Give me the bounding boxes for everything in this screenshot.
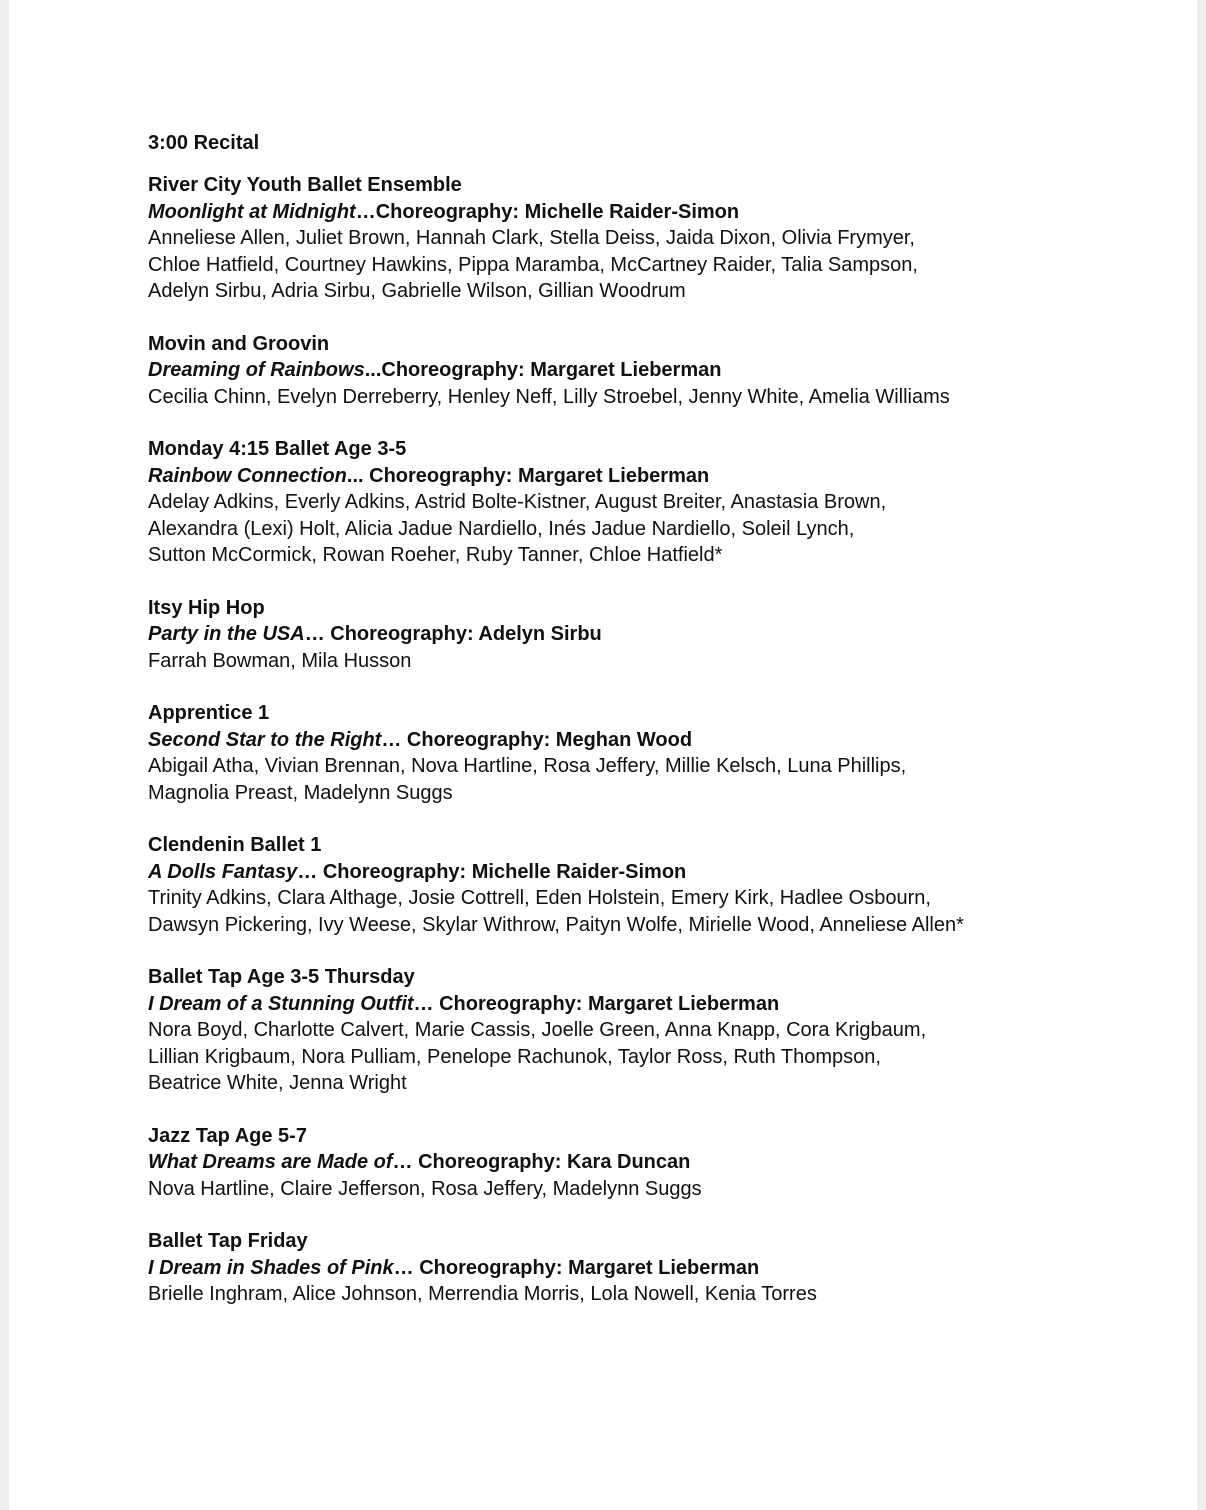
choreography-credit: Choreography: Meghan Wood: [406, 728, 693, 751]
group-name: Monday 4:15 Ballet Age 3-5: [148, 438, 407, 460]
recital-title: 3:00 Recital: [148, 132, 260, 154]
dancer-list: [148, 753, 1158, 806]
piece-title: Moonlight at Midnight: [148, 200, 356, 223]
piece-line: [148, 859, 1158, 886]
choreography-credit: Choreography: Margaret Lieberman: [369, 464, 710, 487]
piece-line: [148, 727, 1158, 754]
piece-separator: …: [297, 860, 323, 883]
piece-separator: …: [392, 1151, 419, 1173]
dancer-list: [148, 1176, 1158, 1203]
dancer-line: Beatrice White, Jenna Wright: [148, 1072, 407, 1094]
dancer-line: Lillian Krigbaum, Nora Pulliam, Penelope Rachunok, Taylor Ross, Ruth Thompson,: [148, 1045, 881, 1068]
dancer-line: Cecilia Chinn, Evelyn Derreberry, Henley Neff, Lilly Stroebel, Jenny White, Amelia Williams: [148, 385, 950, 408]
piece-line: [148, 621, 1158, 648]
dancer-line: Trinity Adkins, Clara Althage, Josie Cottrell, Eden Holstein, Emery Kirk, Hadlee Osbourn,: [148, 887, 931, 909]
dancer-list: [148, 885, 1158, 938]
piece-separator: ...: [346, 464, 370, 487]
dancer-line: Alexandra (Lexi) Holt, Alicia Jadue Nardiello, Inés Jadue Nardiello, Soleil Lynch,: [148, 517, 855, 540]
choreography-credit: Choreography: Margaret Lieberman: [419, 1256, 760, 1279]
piece-separator: …: [413, 992, 440, 1015]
group-name: Apprentice 1: [148, 702, 270, 724]
program-section: [148, 595, 1158, 675]
piece-title: What Dreams are Made of: [148, 1151, 393, 1173]
piece-separator: …: [381, 728, 407, 751]
piece-separator: …: [304, 623, 331, 645]
piece-title: I Dream in Shades of Pink: [148, 1256, 394, 1279]
dancer-line: Adelay Adkins, Everly Adkins, Astrid Bolte-Kistner, August Breiter, Anastasia Brown,: [148, 491, 887, 513]
program-section: [148, 172, 1158, 305]
dancer-line: Brielle Inghram, Alice Johnson, Merrendia Morris, Lola Nowell, Kenia Torres: [148, 1283, 817, 1305]
dancer-list: [148, 1017, 1158, 1097]
dancer-list: [148, 225, 1158, 305]
program-section: [148, 700, 1158, 806]
dancer-line: Anneliese Allen, Juliet Brown, Hannah Clark, Stella Deiss, Jaida Dixon, Olivia Frymyer,: [148, 227, 915, 249]
dancer-line: Farrah Bowman, Mila Husson: [148, 649, 412, 672]
dancer-list: [148, 384, 1158, 411]
program-section: [148, 1228, 1158, 1308]
choreography-credit: Choreography: Adelyn Sirbu: [330, 623, 602, 645]
program-sections: [148, 172, 1158, 1308]
document-page: [9, 0, 1197, 1510]
dancer-line: Chloe Hatfield, Courtney Hawkins, Pippa Maramba, McCartney Raider, Talia Sampson,: [148, 253, 918, 276]
choreography-credit: Choreography: Michelle Raider-Simon: [322, 860, 687, 883]
program-section: [148, 331, 1158, 411]
choreography-credit: Choreography: Margaret Lieberman: [381, 359, 722, 381]
piece-title: Second Star to the Right: [148, 728, 382, 751]
piece-title: I Dream of a Stunning Outfit: [148, 992, 414, 1015]
piece-title: Dreaming of Rainbows: [148, 359, 365, 381]
group-name: Ballet Tap Friday: [148, 1230, 308, 1252]
piece-title: Rainbow Connection: [148, 464, 347, 487]
piece-separator: …: [355, 200, 376, 223]
piece-line: [148, 199, 1158, 226]
dancer-line: Dawsyn Pickering, Ivy Weese, Skylar Withrow, Paityn Wolfe, Mirielle Wood, Anneliese Allen*: [148, 913, 964, 936]
dancer-list: [148, 1281, 1158, 1308]
piece-separator: ...: [364, 359, 382, 381]
group-name: Itsy Hip Hop: [148, 596, 265, 619]
group-name: Clendenin Ballet 1: [148, 834, 322, 856]
dancer-line: Nora Boyd, Charlotte Calvert, Marie Cassis, Joelle Green, Anna Knapp, Cora Krigbaum,: [148, 1019, 927, 1041]
dancer-line: Magnolia Preast, Madelynn Suggs: [148, 781, 453, 804]
piece-line: [148, 1149, 1158, 1176]
program-section: [148, 436, 1158, 569]
group-name: Movin and Groovin: [148, 332, 330, 355]
program-section: [148, 964, 1158, 1097]
recital-program: [148, 130, 1158, 1334]
choreography-credit: Choreography: Kara Duncan: [418, 1151, 691, 1173]
piece-line: [148, 463, 1158, 490]
group-name: River City Youth Ballet Ensemble: [148, 174, 462, 196]
dancer-line: Sutton McCormick, Rowan Roeher, Ruby Tanner, Chloe Hatfield*: [148, 544, 723, 566]
group-name: Jazz Tap Age 5-7: [148, 1124, 307, 1147]
choreography-credit: Choreography: Margaret Lieberman: [439, 992, 780, 1015]
piece-title: Party in the USA: [148, 623, 305, 645]
dancer-line: Abigail Atha, Vivian Brennan, Nova Hartline, Rosa Jeffery, Millie Kelsch, Luna Phillips,: [148, 755, 907, 777]
dancer-list: [148, 648, 1158, 675]
piece-line: [148, 1255, 1158, 1282]
program-section: [148, 832, 1158, 938]
piece-line: [148, 357, 1158, 384]
group-name: Ballet Tap Age 3-5 Thursday: [148, 966, 415, 988]
dancer-list: [148, 489, 1158, 569]
dancer-line: Nova Hartline, Claire Jefferson, Rosa Jeffery, Madelynn Suggs: [148, 1177, 702, 1200]
dancer-line: Adelyn Sirbu, Adria Sirbu, Gabrielle Wilson, Gillian Woodrum: [148, 280, 686, 302]
choreography-credit: Choreography: Michelle Raider-Simon: [375, 200, 740, 223]
piece-line: [148, 991, 1158, 1018]
piece-separator: …: [393, 1256, 420, 1279]
piece-title: A Dolls Fantasy: [148, 860, 298, 883]
program-section: [148, 1123, 1158, 1203]
